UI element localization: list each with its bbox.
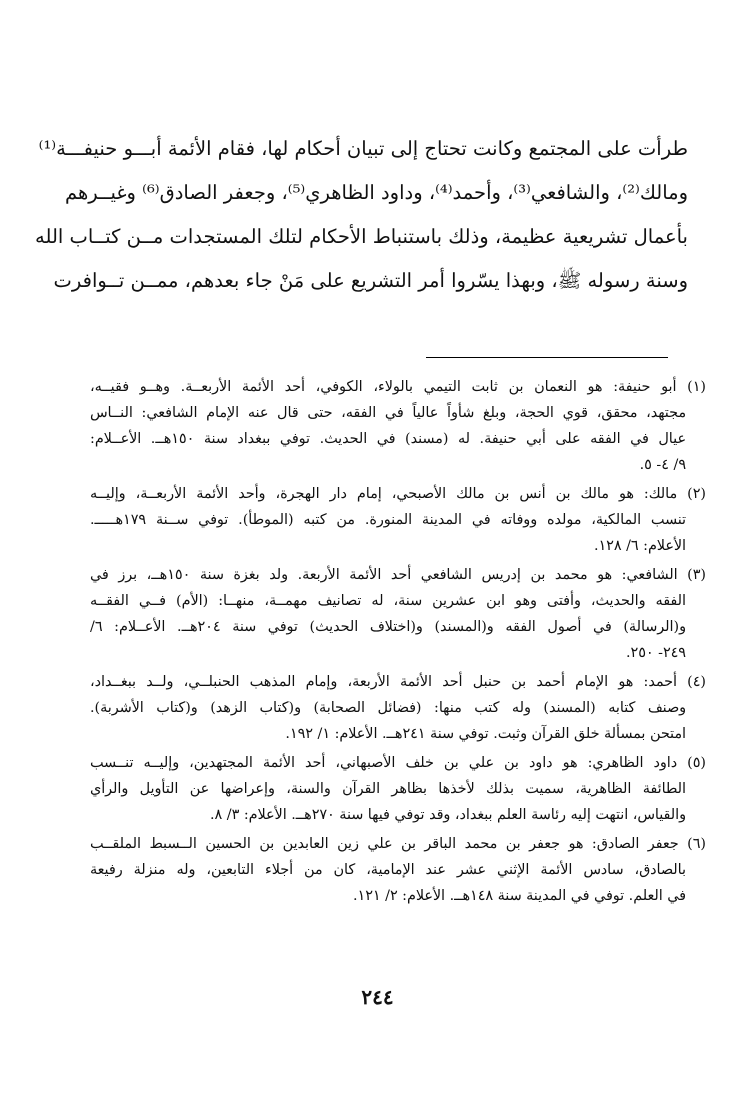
footnote-malik [90,481,706,559]
main-line: ومالك⁽²⁾، والشافعي⁽³⁾، وأحمد⁽⁴⁾، وداود الظاهري⁽⁵⁾، وجعفر الصادق⁽⁶⁾ وغيــرهم [65,181,688,204]
footnote-line: الفقه والحديث، وأفتى وهو ابن عشرين سنة، له تصانيف مهمــة، منهــا: (الأم) فــي الفقــه [90,593,686,609]
footnote-abu-hanifa [90,374,706,478]
footnotes [90,374,706,912]
footnote-line: ٩/ ٤- ٥. [639,457,686,473]
footnote-shafii [90,562,706,666]
footnote-line: (٦) جعفر الصادق: هو جعفر بن محمد الباقر بن علي زين العابدين بن الحسين الــسبط الملقــب [90,836,706,852]
main-paragraph [35,127,688,303]
footnote-ahmad [90,669,706,747]
footnote-line: (٢) مالك: هو مالك بن أنس بن مالك الأصبحي، إمام دار الهجرة، وأحد الأئمة الأربعــة، وإليــه [90,486,706,502]
footnote-line: (٣) الشافعي: هو محمد بن إدريس الشافعي أحد الأئمة الأربعة. ولد بغزة سنة ١٥٠هــ، برز في [90,567,706,583]
footnote-line: في العلم. توفي في المدينة سنة ١٤٨هــ. الأعلام: ٢/ ١٢١. [352,888,686,904]
page-number: ٢٤٤ [361,985,394,1009]
main-line: وسنة رسوله ﷺ، وبهذا يسّروا أمر التشريع على مَنْ جاء بعدهم، ممــن تــوافرت [53,269,688,292]
main-line: بأعمال تشريعية عظيمة، وذلك باستنباط الأحكام لتلك المستجدات مــن كتــاب الله [35,225,688,248]
footnote-line: والقياس، انتهت إليه رئاسة العلم ببغداد، وقد توفي فيها سنة ٢٧٠هــ. الأعلام: ٣/ ٨. [209,807,686,823]
footnote-line: (١) أبو حنيفة: هو النعمان بن ثابت التيمي بالولاء، الكوفي، أحد الأئمة الأربعــة. وهــو فقيــه، [90,379,706,395]
footnote-line: امتحن بمسألة خلق القرآن وثبت. توفي سنة ٢٤١هــ. الأعلام: ١/ ١٩٢. [285,726,686,742]
footnote-line: (٥) داود الظاهري: هو داود بن علي بن خلف الأصبهاني، أحد الأئمة المجتهدين، وإليــه تنــسب [90,755,706,771]
main-line: طرأت على المجتمع وكانت تحتاج إلى تبيان أحكام لها، فقام الأئمة أبـــو حنيفـــة‏⁽¹⁾ [38,137,688,160]
footnote-line: بالصادق، سادس الأئمة الإثني عشر عند الإمامية، كان من أجلاء التابعين، وله منزلة رفيعة [90,862,686,878]
footnote-line: (٤) أحمد: هو الإمام أحمد بن حنبل أحد الأئمة الأربعة، وإمام المذهب الحنبلــي، ولــد ببغــداد، [90,674,706,690]
footnote-line: الطائفة الظاهرية، سميت بذلك لأخذها بظاهر القرآن والسنة، وإعراضها عن التأويل والرأي [90,781,686,797]
footnote-dawud [90,750,706,828]
footnote-line: الأعلام: ٦/ ١٢٨. [593,538,686,554]
footnote-line: وصنف كتابه (المسند) وله كتب منها: (فضائل الصحابة) و(كتاب الزهد) و(كتاب الأشربة). [90,700,686,716]
footnote-line: و(الرسالة) في أصول الفقه و(المسند) و(اختلاف الحديث) توفي سنة ٢٠٤هــ. الأعــلام: ٦/ [90,619,686,635]
footnote-jafar [90,831,706,909]
footnote-line: عيال في الفقه على أبي حنيفة. له (مسند) في الحديث. توفي ببغداد سنة ١٥٠هــ. الأعــلام: [90,431,686,447]
footnote-line: مجتهد، محقق، قوي الحجة، وبلغ شأواً عالياً في الفقه، حتى قال عنه الإمام الشافعي: النــاس [90,405,686,421]
footnote-separator [426,357,668,358]
footnote-line: تنسب المالكية، مولده ووفاته في المدينة المنورة. من كتبه (الموطأ). توفي ســنة ١٧٩هـــــ. [90,512,686,528]
footnote-line: ٢٤٩- ٢٥٠. [625,645,686,661]
